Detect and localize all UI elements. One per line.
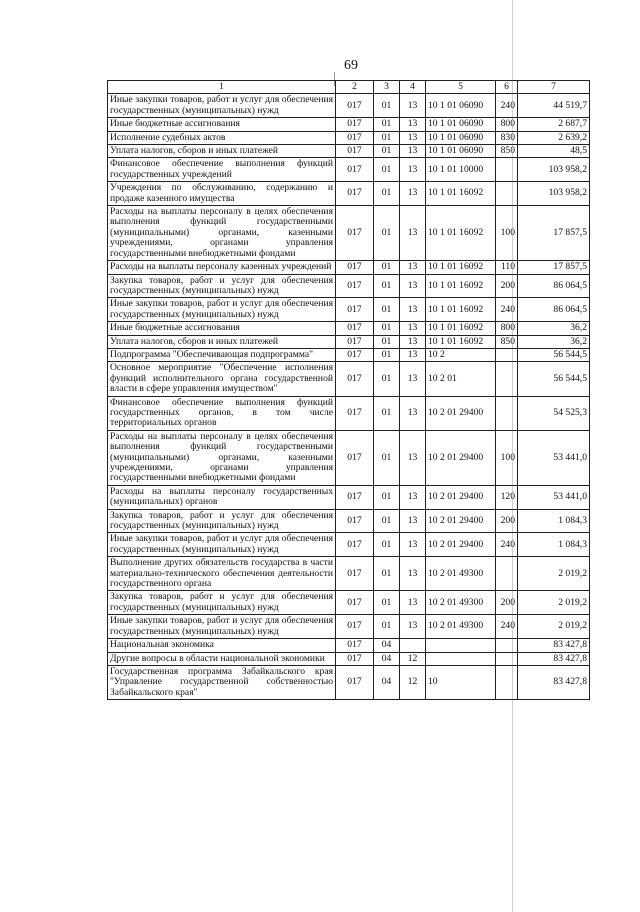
target-article-cell: 10 1 01 16092 <box>426 206 496 261</box>
grbs-cell: 017 <box>336 533 374 557</box>
expense-type-cell <box>496 396 518 430</box>
grbs-cell: 017 <box>336 118 374 131</box>
target-article-cell: 10 2 <box>426 348 496 361</box>
expense-type-cell <box>496 639 518 652</box>
item-name-cell: Иные закупки товаров, работ и услуг для обеспечения государственных (муниципальных) нужд <box>108 615 336 639</box>
subsection-cell: 13 <box>400 322 426 335</box>
expense-type-cell: 200 <box>496 509 518 533</box>
amount-cell: 44 519,7 <box>518 94 590 118</box>
item-name-cell: Расходы на выплаты персоналу государственных (муниципальных) органов <box>108 485 336 509</box>
grbs-cell: 017 <box>336 94 374 118</box>
table-header-row <box>108 81 590 94</box>
target-article-cell: 10 1 01 16092 <box>426 261 496 274</box>
expense-type-cell: 830 <box>496 131 518 144</box>
subsection-cell: 13 <box>400 335 426 348</box>
amount-cell: 86 064,5 <box>518 298 590 322</box>
grbs-cell: 017 <box>336 145 374 158</box>
section-cell: 04 <box>374 665 400 699</box>
grbs-cell: 017 <box>336 274 374 298</box>
table-row <box>108 362 590 396</box>
amount-cell: 2 019,2 <box>518 591 590 615</box>
item-name-cell: Иные закупки товаров, работ и услуг для обеспечения государственных (муниципальных) нужд <box>108 94 336 118</box>
table-body <box>108 94 590 700</box>
section-cell: 01 <box>374 274 400 298</box>
section-cell: 01 <box>374 131 400 144</box>
expense-type-cell <box>496 348 518 361</box>
header-cell: 3 <box>374 81 400 94</box>
amount-cell: 54 525,3 <box>518 396 590 430</box>
target-article-cell: 10 1 01 16092 <box>426 298 496 322</box>
amount-cell: 2 687,7 <box>518 118 590 131</box>
expense-type-cell: 120 <box>496 485 518 509</box>
amount-cell: 103 958,2 <box>518 182 590 206</box>
table-row <box>108 158 590 182</box>
page-number: 69 <box>344 58 358 73</box>
amount-cell: 36,2 <box>518 322 590 335</box>
section-cell: 01 <box>374 158 400 182</box>
table-row <box>108 557 590 591</box>
amount-cell: 103 958,2 <box>518 158 590 182</box>
target-article-cell: 10 1 01 10000 <box>426 158 496 182</box>
expense-type-cell: 240 <box>496 615 518 639</box>
table-row <box>108 509 590 533</box>
target-article-cell: 10 <box>426 665 496 699</box>
subsection-cell: 13 <box>400 615 426 639</box>
amount-cell: 83 427,8 <box>518 665 590 699</box>
section-cell: 01 <box>374 396 400 430</box>
target-article-cell: 10 2 01 49300 <box>426 615 496 639</box>
section-cell: 01 <box>374 118 400 131</box>
subsection-cell: 13 <box>400 158 426 182</box>
expense-type-cell: 850 <box>496 335 518 348</box>
section-cell: 01 <box>374 485 400 509</box>
target-article-cell: 10 2 01 29400 <box>426 430 496 485</box>
grbs-cell: 017 <box>336 261 374 274</box>
subsection-cell <box>400 639 426 652</box>
section-cell: 01 <box>374 145 400 158</box>
subsection-cell: 12 <box>400 665 426 699</box>
expense-type-cell: 100 <box>496 430 518 485</box>
grbs-cell: 017 <box>336 335 374 348</box>
section-cell: 04 <box>374 652 400 665</box>
subsection-cell: 13 <box>400 206 426 261</box>
target-article-cell: 10 2 01 49300 <box>426 557 496 591</box>
grbs-cell: 017 <box>336 430 374 485</box>
grbs-cell: 017 <box>336 591 374 615</box>
subsection-cell: 13 <box>400 485 426 509</box>
subsection-cell: 13 <box>400 430 426 485</box>
table-row <box>108 533 590 557</box>
grbs-cell: 017 <box>336 158 374 182</box>
table-row <box>108 298 590 322</box>
table-row <box>108 615 590 639</box>
subsection-cell: 13 <box>400 348 426 361</box>
target-article-cell: 10 2 01 29400 <box>426 396 496 430</box>
item-name-cell: Другие вопросы в области национальной экономики <box>108 652 336 665</box>
section-cell: 01 <box>374 261 400 274</box>
amount-cell: 36,2 <box>518 335 590 348</box>
header-cell: 1 <box>108 81 336 94</box>
expense-type-cell <box>496 158 518 182</box>
grbs-cell: 017 <box>336 362 374 396</box>
grbs-cell: 017 <box>336 348 374 361</box>
table-row <box>108 485 590 509</box>
target-article-cell <box>426 639 496 652</box>
item-name-cell: Иные закупки товаров, работ и услуг для обеспечения государственных (муниципальных) нужд <box>108 298 336 322</box>
table-row <box>108 348 590 361</box>
target-article-cell: 10 1 01 16092 <box>426 274 496 298</box>
table-row <box>108 665 590 699</box>
target-article-cell: 10 2 01 29400 <box>426 485 496 509</box>
item-name-cell: Национальная экономика <box>108 639 336 652</box>
grbs-cell: 017 <box>336 131 374 144</box>
item-name-cell: Государственная программа Забайкальского края "Управление государственной собственностью Забайкальского края" <box>108 665 336 699</box>
expense-type-cell: 240 <box>496 533 518 557</box>
amount-cell: 48,5 <box>518 145 590 158</box>
section-cell: 01 <box>374 533 400 557</box>
expense-type-cell: 240 <box>496 298 518 322</box>
section-cell: 01 <box>374 509 400 533</box>
amount-cell: 56 544,5 <box>518 362 590 396</box>
item-name-cell: Финансовое обеспечение выполнения функций государственных органов, в том числе территориальных органов <box>108 396 336 430</box>
subsection-cell: 13 <box>400 533 426 557</box>
amount-cell: 2 019,2 <box>518 615 590 639</box>
target-article-cell: 10 1 01 16092 <box>426 335 496 348</box>
target-article-cell: 10 1 01 06090 <box>426 94 496 118</box>
item-name-cell: Основное мероприятие "Обеспечение исполнения функций исполнительного органа государственной власти в сфере управления имуществом" <box>108 362 336 396</box>
table-row <box>108 396 590 430</box>
section-cell: 01 <box>374 298 400 322</box>
subsection-cell: 13 <box>400 298 426 322</box>
header-cell: 5 <box>426 81 496 94</box>
item-name-cell: Иные бюджетные ассигнования <box>108 322 336 335</box>
table-row <box>108 322 590 335</box>
header-cell: 4 <box>400 81 426 94</box>
subsection-cell: 13 <box>400 396 426 430</box>
expense-type-cell <box>496 362 518 396</box>
header-cell: 6 <box>496 81 518 94</box>
subsection-cell: 13 <box>400 131 426 144</box>
table-row <box>108 261 590 274</box>
grbs-cell: 017 <box>336 652 374 665</box>
item-name-cell: Уплата налогов, сборов и иных платежей <box>108 335 336 348</box>
target-article-cell: 10 1 01 16092 <box>426 322 496 335</box>
budget-table <box>107 80 590 700</box>
subsection-cell: 13 <box>400 261 426 274</box>
grbs-cell: 017 <box>336 182 374 206</box>
grbs-cell: 017 <box>336 509 374 533</box>
item-name-cell: Исполнение судебных актов <box>108 131 336 144</box>
expense-type-cell: 240 <box>496 94 518 118</box>
table-row <box>108 118 590 131</box>
target-article-cell <box>426 652 496 665</box>
expense-type-cell: 850 <box>496 145 518 158</box>
header-cell: 7 <box>518 81 590 94</box>
grbs-cell: 017 <box>336 396 374 430</box>
section-cell: 01 <box>374 430 400 485</box>
item-name-cell: Закупка товаров, работ и услуг для обеспечения государственных (муниципальных) нужд <box>108 509 336 533</box>
subsection-cell: 13 <box>400 145 426 158</box>
target-article-cell: 10 2 01 <box>426 362 496 396</box>
subsection-cell: 13 <box>400 509 426 533</box>
expense-type-cell: 200 <box>496 591 518 615</box>
expense-type-cell: 100 <box>496 206 518 261</box>
table-row <box>108 639 590 652</box>
expense-type-cell <box>496 652 518 665</box>
item-name-cell: Закупка товаров, работ и услуг для обеспечения государственных (муниципальных) нужд <box>108 591 336 615</box>
section-cell: 01 <box>374 591 400 615</box>
item-name-cell: Закупка товаров, работ и услуг для обеспечения государственных (муниципальных) нужд <box>108 274 336 298</box>
expense-type-cell <box>496 665 518 699</box>
expense-type-cell <box>496 557 518 591</box>
table-row <box>108 652 590 665</box>
section-cell: 01 <box>374 206 400 261</box>
item-name-cell: Иные бюджетные ассигнования <box>108 118 336 131</box>
grbs-cell: 017 <box>336 485 374 509</box>
amount-cell: 86 064,5 <box>518 274 590 298</box>
table-row <box>108 591 590 615</box>
subsection-cell: 13 <box>400 362 426 396</box>
amount-cell: 83 427,8 <box>518 652 590 665</box>
section-cell: 01 <box>374 94 400 118</box>
section-cell: 01 <box>374 615 400 639</box>
amount-cell: 17 857,5 <box>518 206 590 261</box>
table-row <box>108 131 590 144</box>
grbs-cell: 017 <box>336 665 374 699</box>
target-article-cell: 10 2 01 49300 <box>426 591 496 615</box>
item-name-cell: Иные закупки товаров, работ и услуг для обеспечения государственных (муниципальных) нужд <box>108 533 336 557</box>
item-name-cell: Учреждения по обслуживанию, содержанию и продаже казенного имущества <box>108 182 336 206</box>
amount-cell: 1 084,3 <box>518 533 590 557</box>
section-cell: 01 <box>374 348 400 361</box>
expense-type-cell <box>496 182 518 206</box>
target-article-cell: 10 2 01 29400 <box>426 533 496 557</box>
table-row <box>108 94 590 118</box>
subsection-cell: 13 <box>400 274 426 298</box>
amount-cell: 17 857,5 <box>518 261 590 274</box>
grbs-cell: 017 <box>336 206 374 261</box>
table-row <box>108 274 590 298</box>
grbs-cell: 017 <box>336 615 374 639</box>
item-name-cell: Уплата налогов, сборов и иных платежей <box>108 145 336 158</box>
section-cell: 01 <box>374 557 400 591</box>
subsection-cell: 13 <box>400 557 426 591</box>
grbs-cell: 017 <box>336 298 374 322</box>
expense-type-cell: 800 <box>496 322 518 335</box>
item-name-cell: Финансовое обеспечение выполнения функций государственных учреждений <box>108 158 336 182</box>
item-name-cell: Расходы на выплаты персоналу в целях обеспечения выполнения функций государственными (муниципальными) органами, казенными учреждениями, органами управления государственными внебюджетными фондами <box>108 430 336 485</box>
section-cell: 01 <box>374 322 400 335</box>
amount-cell: 2 639,2 <box>518 131 590 144</box>
item-name-cell: Подпрограмма "Обеспечивающая подпрограмма" <box>108 348 336 361</box>
target-article-cell: 10 1 01 06090 <box>426 131 496 144</box>
item-name-cell: Расходы на выплаты персоналу казенных учреждений <box>108 261 336 274</box>
item-name-cell: Выполнение других обязательств государства в части материально-технического обеспечения деятельности государственного органа <box>108 557 336 591</box>
table-row <box>108 182 590 206</box>
target-article-cell: 10 1 01 16092 <box>426 182 496 206</box>
section-cell: 01 <box>374 362 400 396</box>
subsection-cell: 12 <box>400 652 426 665</box>
table-row <box>108 206 590 261</box>
section-cell: 04 <box>374 639 400 652</box>
table-row <box>108 335 590 348</box>
amount-cell: 56 544,5 <box>518 348 590 361</box>
subsection-cell: 13 <box>400 94 426 118</box>
section-cell: 01 <box>374 182 400 206</box>
subsection-cell: 13 <box>400 118 426 131</box>
expense-type-cell: 110 <box>496 261 518 274</box>
expense-type-cell: 200 <box>496 274 518 298</box>
grbs-cell: 017 <box>336 557 374 591</box>
subsection-cell: 13 <box>400 591 426 615</box>
header-cell: 2 <box>336 81 374 94</box>
amount-cell: 1 084,3 <box>518 509 590 533</box>
target-article-cell: 10 1 01 06090 <box>426 145 496 158</box>
target-article-cell: 10 1 01 06090 <box>426 118 496 131</box>
table-row <box>108 430 590 485</box>
section-cell: 01 <box>374 335 400 348</box>
table-row <box>108 145 590 158</box>
amount-cell: 83 427,8 <box>518 639 590 652</box>
subsection-cell: 13 <box>400 182 426 206</box>
item-name-cell: Расходы на выплаты персоналу в целях обеспечения выполнения функций государственными (муниципальными) органами, казенными учреждениями, органами управления государственными внебюджетными фондами <box>108 206 336 261</box>
target-article-cell: 10 2 01 29400 <box>426 509 496 533</box>
amount-cell: 53 441,0 <box>518 430 590 485</box>
amount-cell: 53 441,0 <box>518 485 590 509</box>
expense-type-cell: 800 <box>496 118 518 131</box>
grbs-cell: 017 <box>336 639 374 652</box>
grbs-cell: 017 <box>336 322 374 335</box>
amount-cell: 2 019,2 <box>518 557 590 591</box>
